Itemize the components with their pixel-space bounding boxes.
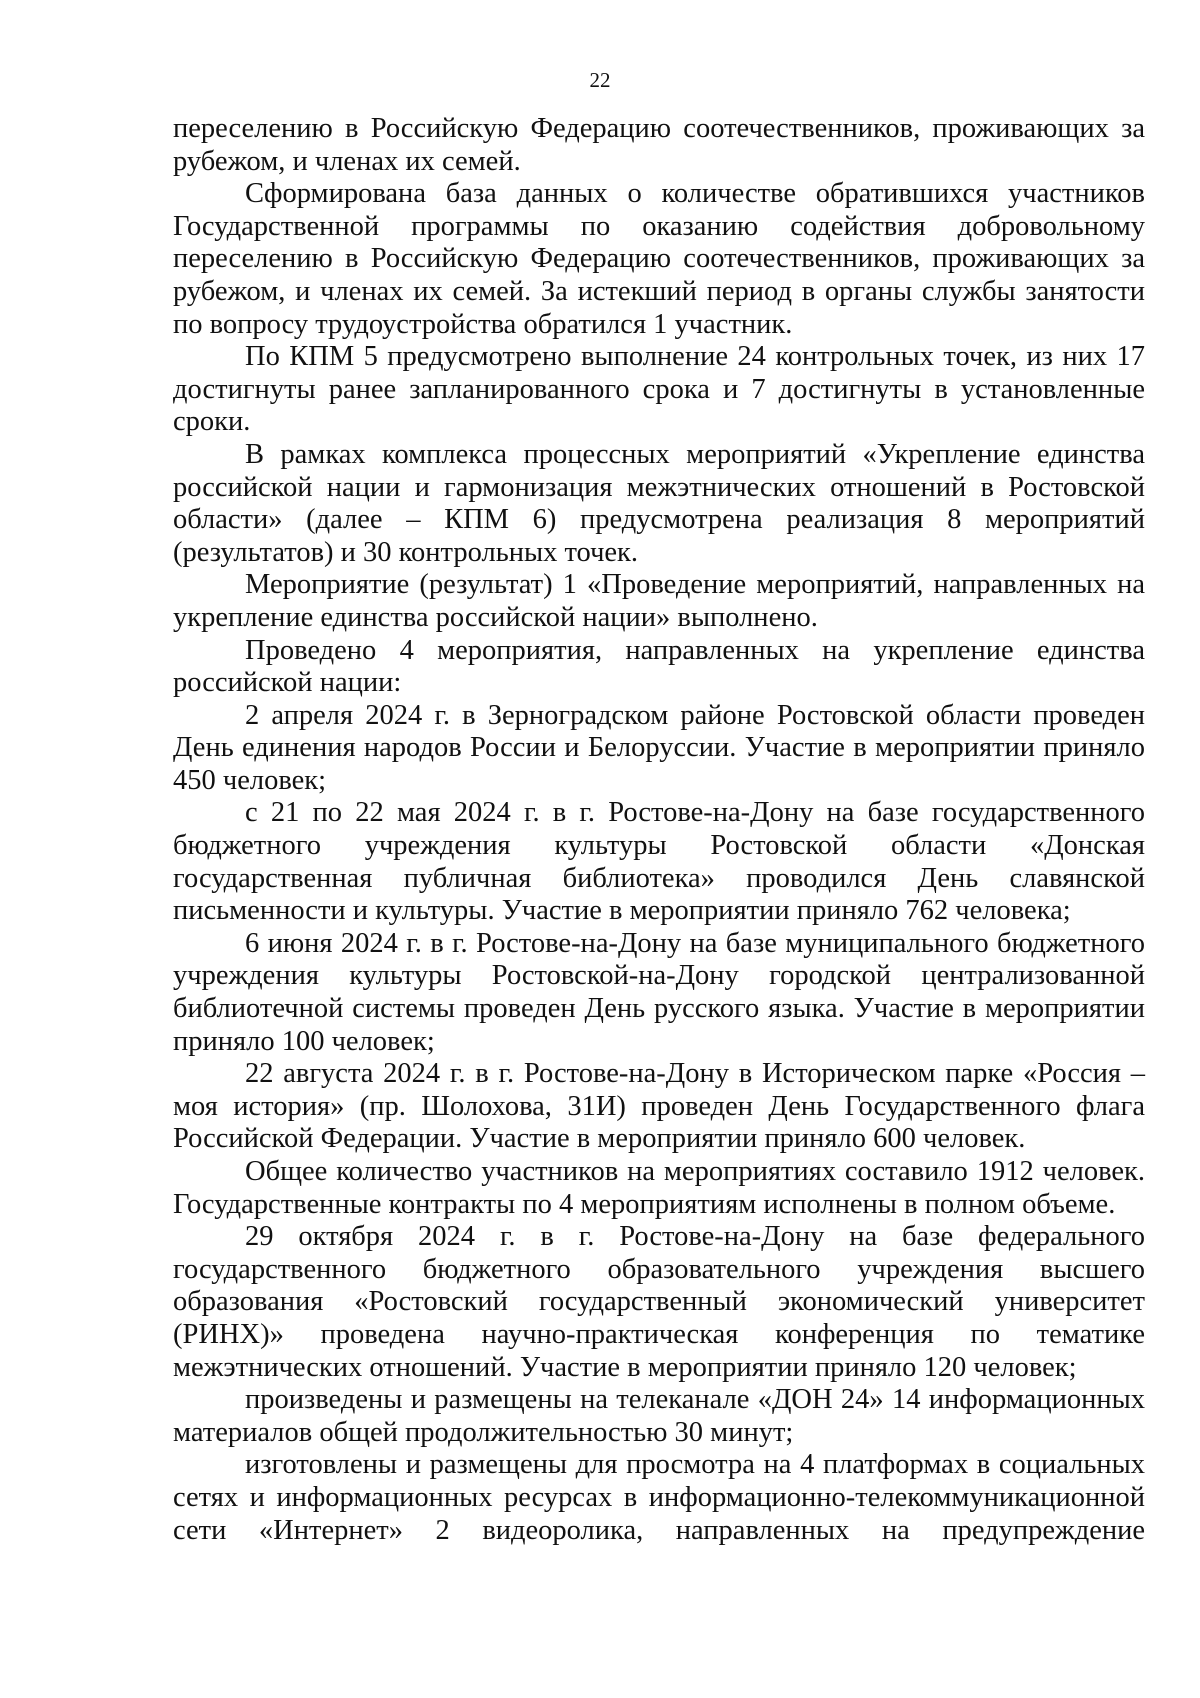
- paragraph-1: переселению в Российскую Федерацию соотечественников, проживающих за рубежом, и членах их семей.: [173, 113, 1145, 177]
- paragraph-2: Сформирована база данных о количестве обратившихся участников Государственной программы по оказанию содействия добровольному переселению в Российскую Федерацию соотечественников, проживающих за рубежом, и членах их семей. За истекший период в органы службы занятости по вопросу трудоустройства обратился 1 участник.: [173, 178, 1145, 340]
- paragraph-8: с 21 по 22 мая 2024 г. в г. Ростове-на-Дону на базе государственного бюджетного учреждения культуры Ростовской области «Донская государственная публичная библиотека» проводился День славянской письменности и культуры. Участие в мероприятии приняло 762 человека;: [173, 797, 1145, 927]
- paragraph-9: 6 июня 2024 г. в г. Ростове-на-Дону на базе муниципального бюджетного учреждения культуры Ростовской-на-Дону городской централизованной библиотечной системы проведен День русского языка. Участие в мероприятии приняло 100 человек;: [173, 927, 1145, 1057]
- paragraph-13: произведены и размещены на телеканале «ДОН 24» 14 информационных материалов общей продолжительностью 30 минут;: [173, 1384, 1145, 1448]
- document-body: [173, 113, 1145, 1547]
- paragraph-4: В рамках комплекса процессных мероприятий «Укрепление единства российской нации и гармонизация межэтнических отношений в Ростовской области» (далее – КПМ 6) предусмотрена реализация 8 мероприятий (результатов) и 30 контрольных точек.: [173, 438, 1145, 568]
- paragraph-14: изготовлены и размещены для просмотра на 4 платформах в социальных сетях и информационных ресурсах в информационно-телекоммуникационной сети «Интернет» 2 видеоролика, направленных на предупреждение: [173, 1449, 1145, 1546]
- paragraph-3: По КПМ 5 предусмотрено выполнение 24 контрольных точек, из них 17 достигнуты ранее запланированного срока и 7 достигнуты в установленные сроки.: [173, 341, 1145, 438]
- paragraph-12: 29 октября 2024 г. в г. Ростове-на-Дону на базе федерального государственного бюджетного образовательного учреждения высшего образования «Ростовский государственный экономический университет (РИНХ)» проведена научно-практическая конференция по тематике межэтнических отношений. Участие в мероприятии приняло 120 человек;: [173, 1221, 1145, 1383]
- page-number: 22: [589, 68, 611, 92]
- paragraph-10: 22 августа 2024 г. в г. Ростове-на-Дону в Историческом парке «Россия – моя история» (пр. Шолохова, 31И) проведен День Государственного флага Российской Федерации. Участие в мероприятии приняло 600 человек.: [173, 1058, 1145, 1155]
- paragraph-11: Общее количество участников на мероприятиях составило 1912 человек. Государственные контракты по 4 мероприятиям исполнены в полном объеме.: [173, 1156, 1145, 1220]
- paragraph-6: Проведено 4 мероприятия, направленных на укрепление единства российской нации:: [173, 634, 1145, 699]
- paragraph-7: 2 апреля 2024 г. в Зерноградском районе Ростовской области проведен День единения народов России и Белоруссии. Участие в мероприятии приняло 450 человек;: [173, 699, 1145, 796]
- paragraph-5: Мероприятие (результат) 1 «Проведение мероприятий, направленных на укрепление единства российской нации» выполнено.: [173, 569, 1145, 633]
